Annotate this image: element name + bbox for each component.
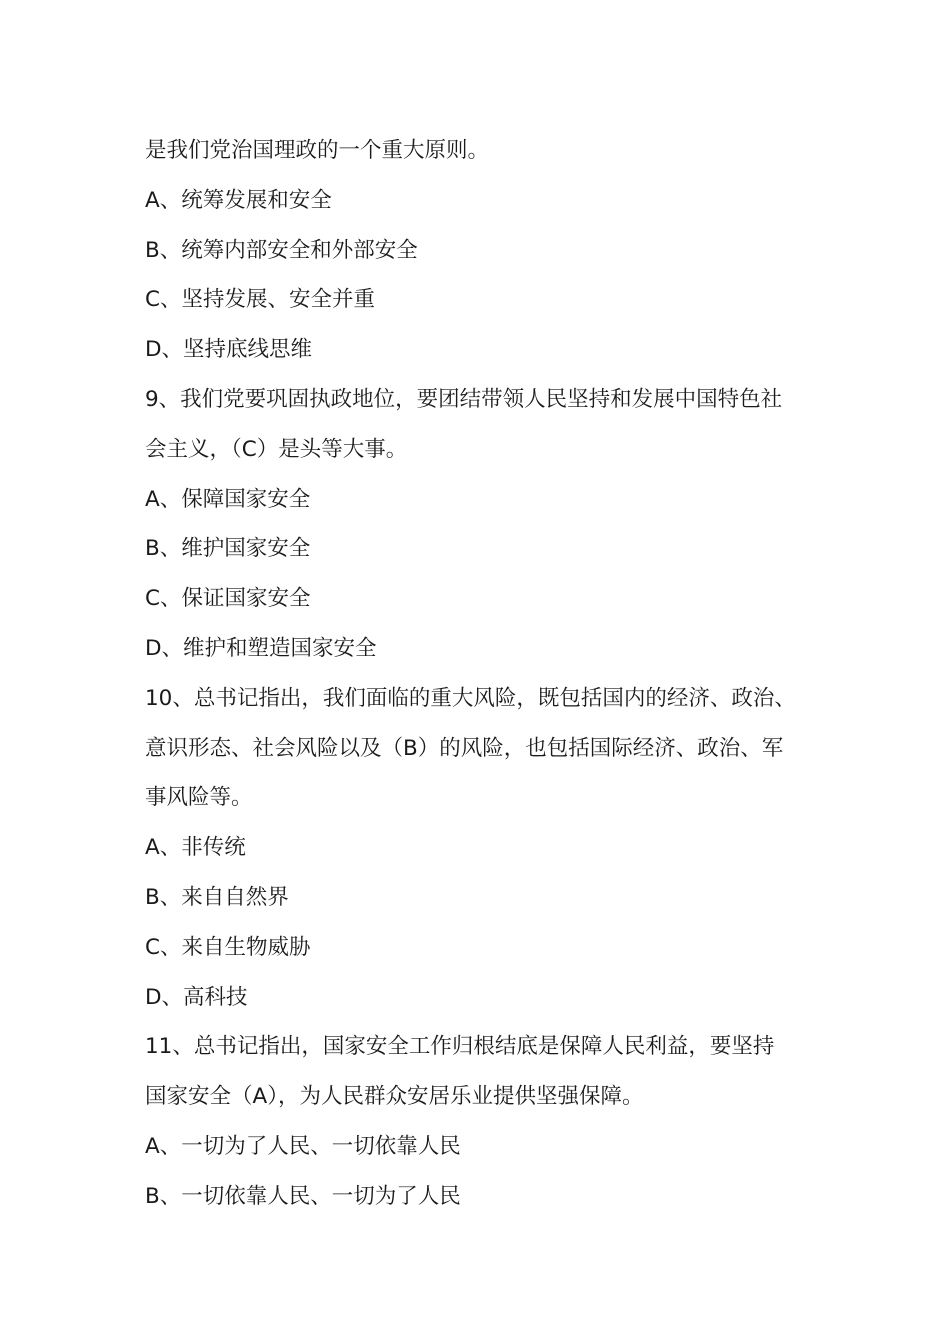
question-9-option-d: D、维护和塑造国家安全 — [145, 635, 377, 661]
question-11-option-a: A、一切为了人民、一切依靠人民 — [145, 1133, 461, 1159]
question-9-stem-line-2: 会主义，（C）是头等大事。 — [145, 436, 408, 462]
question-8-option-a: A、统筹发展和安全 — [145, 187, 332, 213]
question-10-stem-line-1: 10、总书记指出，我们面临的重大风险，既包括国内的经济、政治、 — [145, 685, 796, 711]
question-8-option-c: C、坚持发展、安全并重 — [145, 287, 376, 313]
question-10-option-b: B、来自自然界 — [145, 884, 289, 910]
question-11-stem-line-1: 11、总书记指出，国家安全工作归根结底是保障人民利益，要坚持 — [145, 1034, 775, 1060]
question-8-stem-end: 是我们党治国理政的一个重大原则。 — [145, 138, 490, 163]
question-9-option-a: A、保障国家安全 — [145, 486, 311, 512]
question-8-option-d: D、坚持底线思维 — [145, 337, 313, 363]
question-8-option-b: B、统筹内部安全和外部安全 — [145, 237, 418, 263]
document-body — [145, 126, 835, 1222]
question-11-option-b: B、一切依靠人民、一切为了人民 — [145, 1183, 461, 1209]
question-10-option-d: D、高科技 — [145, 984, 248, 1010]
question-10-stem-line-2: 意识形态、社会风险以及（B）的风险，也包括国际经济、政治、军 — [145, 735, 784, 761]
question-9-option-b: B、维护国家安全 — [145, 536, 311, 562]
question-10-option-a: A、非传统 — [145, 835, 246, 861]
question-9-option-c: C、保证国家安全 — [145, 586, 311, 612]
question-10-option-c: C、来自生物威胁 — [145, 934, 311, 960]
question-9-stem-line-1: 9、我们党要巩固执政地位，要团结带领人民坚持和发展中国特色社 — [145, 386, 783, 412]
question-10-stem-line-3: 事风险等。 — [145, 785, 253, 811]
question-11-stem-line-2: 国家安全（A），为人民群众安居乐业提供坚强保障。 — [145, 1084, 644, 1110]
